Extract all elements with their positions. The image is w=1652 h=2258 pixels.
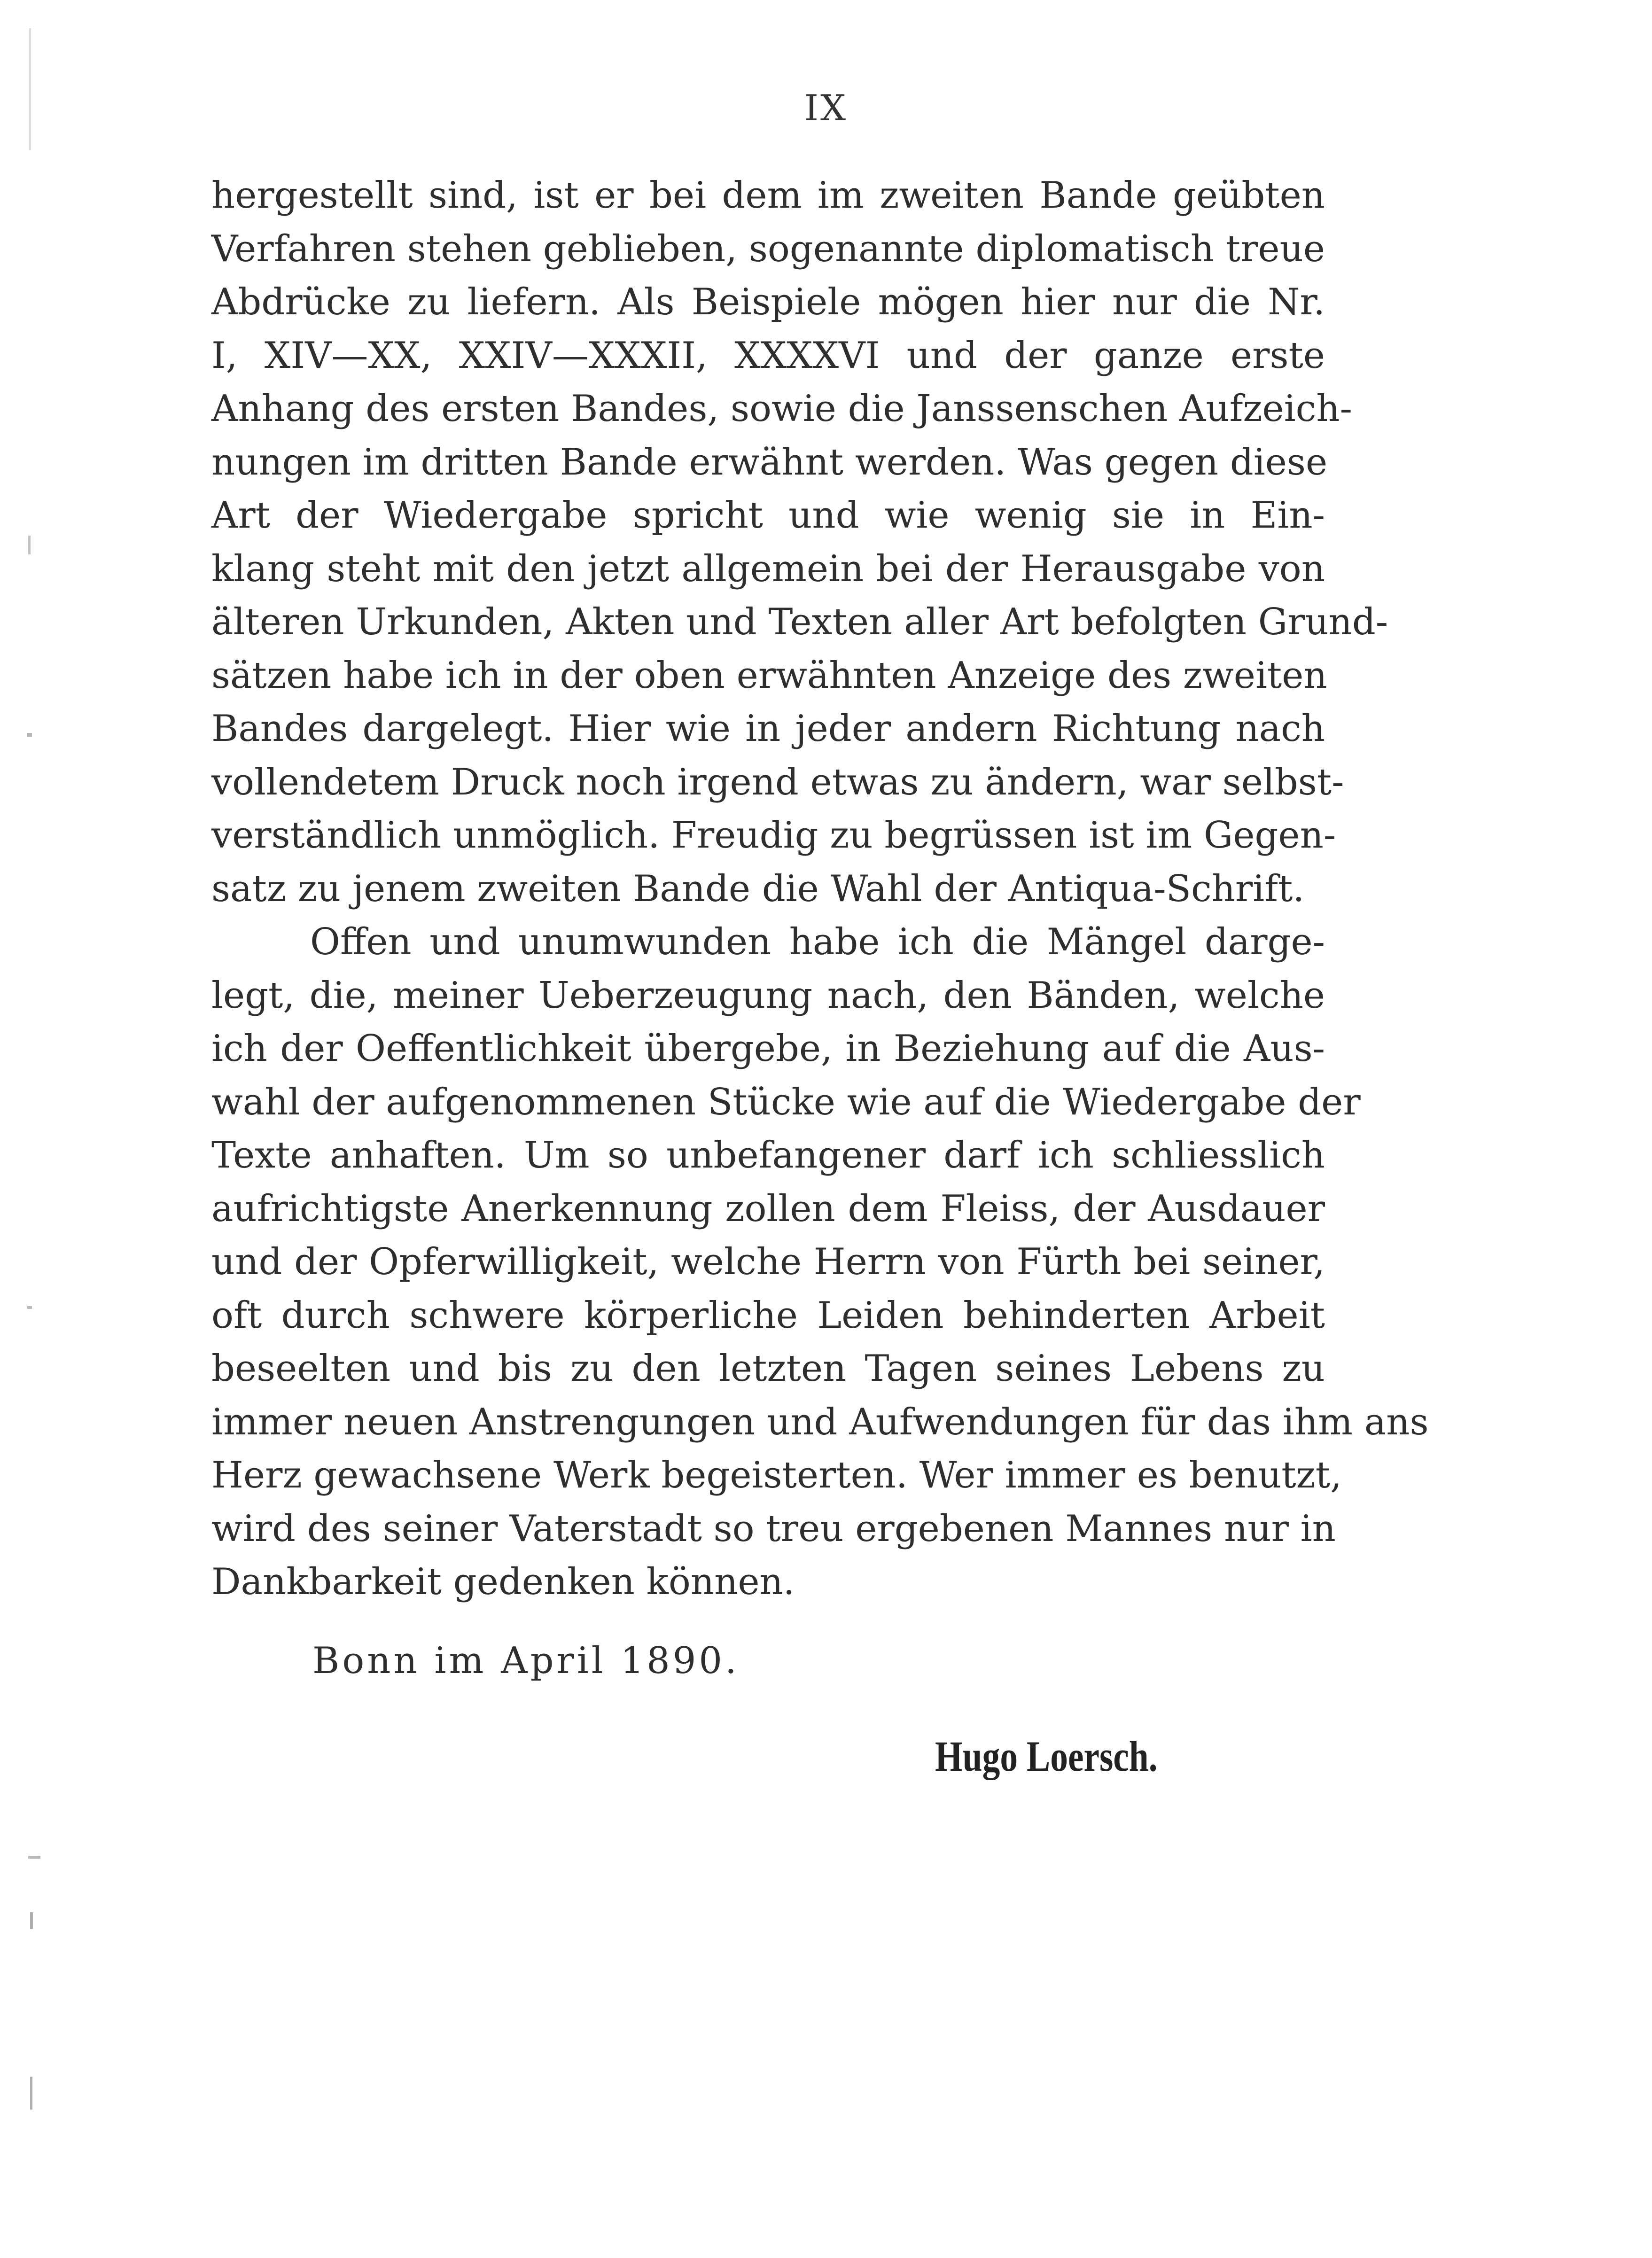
text-line: Bandes dargelegt. Hier wie in jeder andern Richtung nach (211, 708, 1325, 750)
text-line: vollendetem Druck noch irgend etwas zu ändern, war selbst- (211, 761, 1344, 803)
scan-artifact (30, 1912, 33, 1929)
page-number: IX (804, 87, 848, 129)
signature: Hugo Loersch. (935, 1732, 1158, 1780)
scan-artifact (29, 28, 31, 150)
text-line: ich der Oeffentlichkeit übergebe, in Beziehung auf die Aus- (211, 1028, 1325, 1070)
scan-artifact (27, 733, 32, 737)
text-line: älteren Urkunden, Akten und Texten aller Art befolgten Grund- (211, 601, 1388, 643)
scan-artifact (28, 536, 31, 554)
text-line: wird des seiner Vaterstadt so treu ergebenen Mannes nur in (211, 1507, 1336, 1550)
text-line: Herz gewachsene Werk begeisterten. Wer immer es benutzt, (211, 1454, 1342, 1496)
dateline: Bonn im April 1890. (312, 1640, 740, 1682)
paragraph-2 (211, 916, 1429, 1609)
text-line: und der Opferwilligkeit, welche Herrn von Fürth bei seiner, (211, 1241, 1325, 1283)
text-line: Offen und unumwunden habe ich die Mängel darge- (310, 921, 1325, 963)
paragraph-1 (211, 169, 1388, 916)
text-line: aufrichtigste Anerkennung zollen dem Fleiss, der Ausdauer (211, 1187, 1325, 1230)
text-line: hergestellt sind, ist er bei dem im zweiten Bande geübten (211, 174, 1325, 217)
text-line: legt, die, meiner Ueberzeugung nach, den Bänden, welche (211, 974, 1325, 1017)
text-line: Texte anhaften. Um so unbefangener darf ich schliesslich (211, 1134, 1325, 1176)
text-line: beseelten und bis zu den letzten Tagen seines Lebens zu (211, 1347, 1325, 1390)
text-line-faded: klang steht mit den jetzt allgemein bei der Herausgabe von (211, 547, 1325, 590)
text-line: immer neuen Anstrengungen und Aufwendungen für das ihm ans (211, 1401, 1429, 1443)
scan-artifact (28, 1856, 40, 1859)
text-line: verständlich unmöglich. Freudig zu begrüssen ist im Gegen- (211, 814, 1336, 856)
text-line: nungen im dritten Bande erwähnt werden. Was gegen diese (211, 441, 1328, 483)
text-line: Abdrücke zu liefern. Als Beispiele mögen hier nur die Nr. (211, 281, 1325, 323)
text-line: satz zu jenem zweiten Bande die Wahl der Antiqua-Schrift. (211, 867, 1305, 910)
text-line: oft durch schwere körperliche Leiden behinderten Arbeit (211, 1294, 1325, 1337)
text-line: Anhang des ersten Bandes, sowie die Janssenschen Aufzeich- (211, 388, 1352, 430)
text-line: wahl der aufgenommenen Stücke wie auf die Wiedergabe der (211, 1081, 1361, 1123)
scan-artifact (27, 1306, 32, 1309)
text-line: Verfahren stehen geblieben, sogenannte diplomatisch treue (211, 227, 1325, 270)
scan-artifact (30, 2077, 32, 2110)
text-line: Art der Wiedergabe spricht und wie wenig sie in Ein- (211, 494, 1325, 537)
text-line: I, XIV—XX, XXIV—XXXII, XXXXVI und der ganze erste (211, 334, 1325, 377)
body-text (211, 169, 1429, 1609)
text-line: Dankbarkeit gedenken können. (211, 1561, 795, 1603)
text-line: sätzen habe ich in der oben erwähnten Anzeige des zweiten (211, 654, 1327, 697)
